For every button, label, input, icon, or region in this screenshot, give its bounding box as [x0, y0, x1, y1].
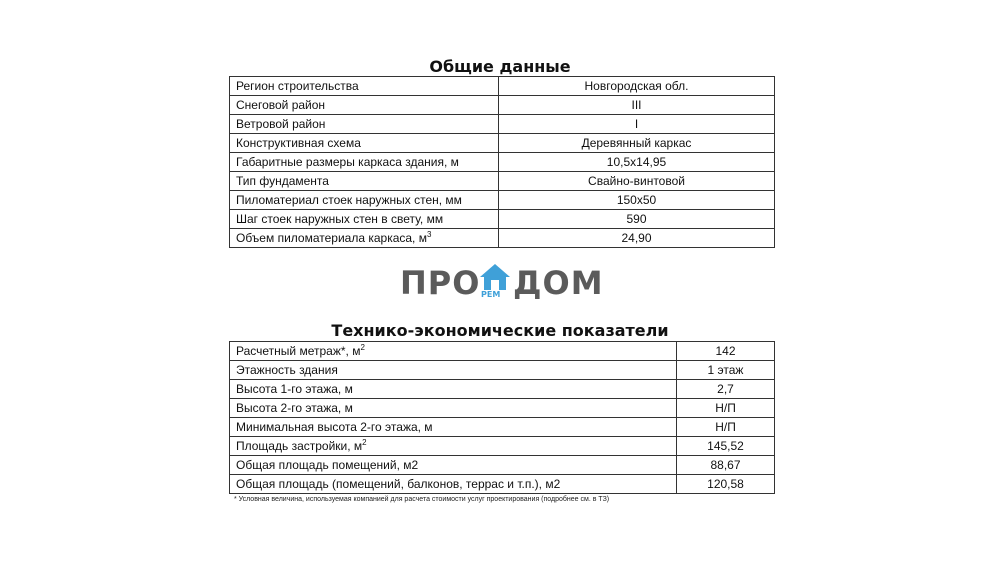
row-label — [230, 191, 499, 210]
row-label-superscript: 2 — [360, 343, 365, 352]
row-label — [230, 210, 499, 229]
row-label — [230, 456, 677, 475]
row-label-text: Снеговой район — [236, 98, 326, 112]
row-label — [230, 229, 499, 248]
row-label — [230, 342, 677, 361]
row-label-text: Высота 2-го этажа, м — [236, 401, 353, 415]
table-row — [230, 437, 775, 456]
row-label-text: Ветровой район — [236, 117, 326, 131]
table-row — [230, 342, 775, 361]
table-row — [230, 153, 775, 172]
row-label-text: Площадь застройки, м — [236, 439, 363, 453]
indicators-body — [230, 342, 775, 494]
row-label — [230, 134, 499, 153]
row-label-text: Конструктивная схема — [236, 136, 361, 150]
row-value: 88,67 — [677, 456, 775, 475]
general-data-table — [229, 76, 775, 248]
row-label — [230, 361, 677, 380]
table-row — [230, 77, 775, 96]
row-label-text: Общая площадь помещений, м2 — [236, 458, 419, 472]
table-row — [230, 115, 775, 134]
row-value: III — [499, 96, 775, 115]
row-label-text: Минимальная высота 2-го этажа, м — [236, 420, 433, 434]
row-label-text: Тип фундамента — [236, 174, 329, 188]
row-value: Н/П — [677, 399, 775, 418]
table-row — [230, 399, 775, 418]
row-value: 24,90 — [499, 229, 775, 248]
table-row — [230, 210, 775, 229]
row-label-text: Этажность здания — [236, 363, 338, 377]
row-value: 590 — [499, 210, 775, 229]
logo-right-text: ДОМ — [513, 264, 604, 302]
row-label-text: Общая площадь (помещений, балконов, террас и т.п.), м2 — [236, 477, 561, 491]
table-row — [230, 96, 775, 115]
row-value: Деревянный каркас — [499, 134, 775, 153]
logo-sub-text: РЕМ — [481, 290, 501, 299]
row-value: Н/П — [677, 418, 775, 437]
row-label-text: Объем пиломатериала каркаса, м — [236, 231, 427, 245]
company-logo — [400, 262, 604, 302]
indicators-table — [229, 341, 775, 494]
row-label — [230, 380, 677, 399]
row-value: 2,7 — [677, 380, 775, 399]
table-row — [230, 134, 775, 153]
row-label — [230, 437, 677, 456]
general-data-title: Общие данные — [429, 57, 571, 76]
row-label — [230, 115, 499, 134]
row-label — [230, 475, 677, 494]
table-row — [230, 380, 775, 399]
row-label — [230, 153, 499, 172]
row-label-text: Высота 1-го этажа, м — [236, 382, 353, 396]
logo-left-text: ПРО — [400, 264, 481, 302]
row-label — [230, 399, 677, 418]
row-value: 150х50 — [499, 191, 775, 210]
table-row — [230, 475, 775, 494]
general-data-body — [230, 77, 775, 248]
row-value: I — [499, 115, 775, 134]
indicators-title: Технико-экономические показатели — [331, 321, 669, 340]
table-row — [230, 418, 775, 437]
row-label — [230, 96, 499, 115]
row-value: 142 — [677, 342, 775, 361]
table-row — [230, 172, 775, 191]
table-row — [230, 229, 775, 248]
row-value: 120,58 — [677, 475, 775, 494]
table-row — [230, 361, 775, 380]
row-label-text: Расчетный метраж*, м — [236, 344, 361, 358]
row-label-superscript: 3 — [426, 230, 432, 239]
row-label-superscript: 2 — [362, 438, 367, 447]
row-value: 10,5х14,95 — [499, 153, 775, 172]
row-label-text: Пиломатериал стоек наружных стен, мм — [236, 193, 462, 207]
row-label — [230, 77, 499, 96]
table-row — [230, 191, 775, 210]
table-row — [230, 456, 775, 475]
footnote: * Условная величина, используемая компанией для расчета стоимости услуг проектирования (подробнее см. в ТЗ) — [234, 496, 610, 503]
row-label — [230, 418, 677, 437]
row-value: Свайно-винтовой — [499, 172, 775, 191]
row-label-text: Регион строительства — [236, 79, 359, 93]
row-label-text: Габаритные размеры каркаса здания, м — [236, 155, 459, 169]
row-value: 145,52 — [677, 437, 775, 456]
row-value: 1 этаж — [677, 361, 775, 380]
row-label — [230, 172, 499, 191]
row-label-text: Шаг стоек наружных стен в свету, мм — [236, 212, 444, 226]
row-value: Новгородская обл. — [499, 77, 775, 96]
